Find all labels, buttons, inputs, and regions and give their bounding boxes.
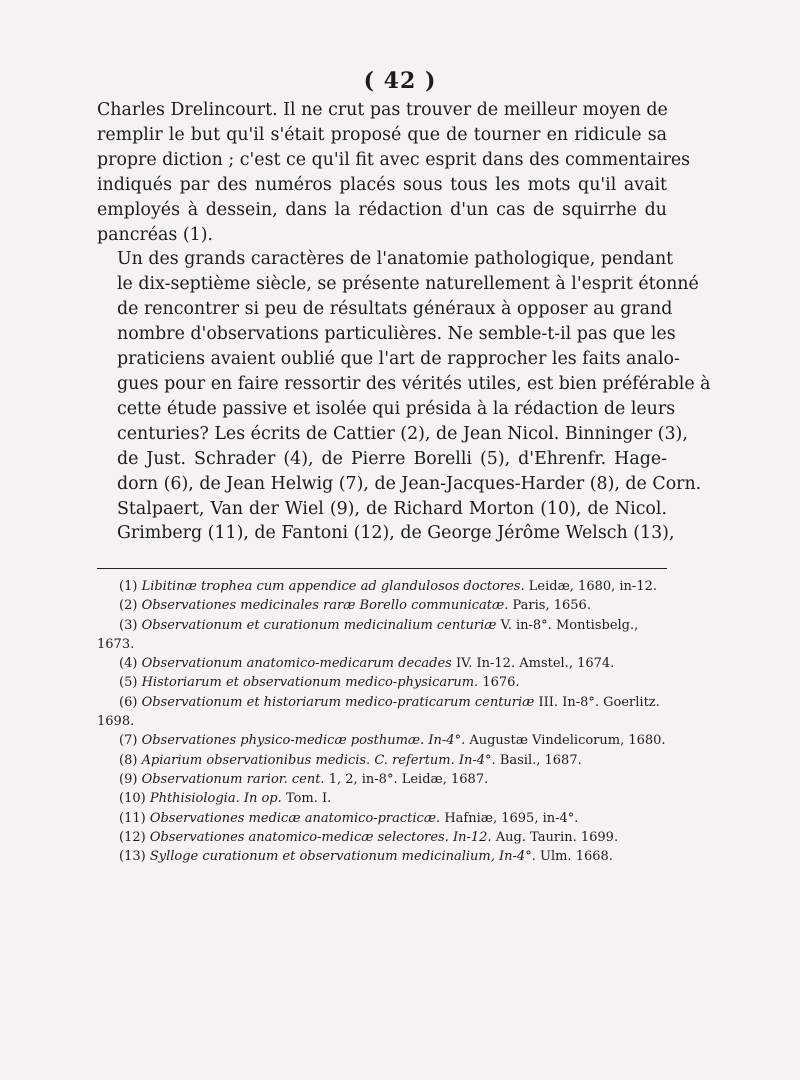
text-line: le dix-septième siècle, se présente naturellement à l'esprit étonné (117, 274, 699, 295)
footnote-mark: (1) (119, 579, 138, 594)
footnote-rest: Leidæ, 1680, in-12. (528, 579, 658, 594)
footnote-title: Historiarum et observationum medico-physicarum. (141, 675, 479, 691)
footnote-rest: Augustæ Vindelicorum, 1680. (469, 733, 666, 749)
text-line: gues pour en faire ressortir des vérités utiles, est bien préférable à (117, 373, 711, 394)
footnote-title: Observationum rarior. cent. (141, 771, 325, 787)
text-line: indiqués par des numéros placés sous tous les mots qu'il avait (97, 174, 667, 195)
text-line: Grimberg (11), de Fantoni (12), de George Jérôme Welsch (13), (117, 523, 675, 544)
footnote (97, 693, 667, 732)
text-line: de Just. Schrader (4), de Pierre Borelli (5), d'Ehrenfr. Hage- (117, 448, 667, 469)
footnote (97, 751, 667, 770)
page-number: ( 42 ) (363, 68, 437, 94)
text-line: cette étude passive et isolée qui présida à la rédaction de leurs (117, 398, 676, 419)
text-line: Un des grands caractères de l'anatomie pathologique, pendant (117, 249, 674, 270)
footnote-rest: V. in-8°. Montisbelg., 1673. (97, 617, 639, 652)
paragraph-2 (97, 247, 711, 546)
footnote-mark: (4) (119, 656, 138, 672)
footnote (97, 847, 667, 866)
text-line: praticiens avaient oublié que l'art de rapprocher les faits analo- (117, 349, 680, 370)
text-line: remplir le but qu'il s'était proposé que de tourner en ridicule sa (97, 124, 667, 145)
footnote-title: Observationum et curationum medicinalium centuriæ (141, 617, 497, 633)
footnote-rest: Aug. Taurin. 1699. (495, 829, 619, 845)
text-line: Stalpaert, Van der Wiel (9), de Richard Morton (10), de Nicol. (117, 498, 667, 519)
footnote-mark: (3) (119, 617, 138, 633)
footnote-mark: (13) (119, 849, 146, 865)
footnote (97, 828, 667, 847)
text-line: centuries? Les écrits de Cattier (2), de Jean Nicol. Binninger (3), (117, 423, 688, 444)
footnote-rest: Paris, 1656. (512, 598, 591, 614)
footnote-title: Observationes physico-medicæ posthumæ. In-4°. (141, 733, 466, 749)
text-line: pancréas (1). (97, 224, 214, 245)
footnote-mark: (6) (119, 694, 138, 710)
footnote-rest: 1, 2, in-8°. Leidæ, 1687. (328, 771, 489, 787)
footnote (97, 731, 667, 750)
footnote-title: Observationes medicinales raræ Borello communicatæ. (141, 598, 509, 614)
footnote-title: Apiarium observationibus medicis. C. refertum. In-4°. (141, 752, 496, 768)
footnote-mark: (12) (119, 829, 146, 845)
footnote-title: Observationes anatomico-medicæ selectores. In-12. (149, 829, 492, 845)
text-line: Charles Drelincourt. Il ne crut pas trouver de meilleur moyen de (97, 100, 668, 120)
footnote-rest: Ulm. 1668. (539, 849, 613, 865)
footnote-rest: III. In-8°. Goerlitz. 1698. (97, 694, 660, 730)
footnote (97, 577, 667, 596)
main-text (97, 98, 711, 546)
footnote-title: Sylloge curationum et observationum medicinalium, In-4°. (149, 849, 536, 865)
footnote-title: Observationum anatomico-medicarum decades (141, 656, 452, 672)
footnote (97, 673, 667, 692)
footnote-mark: (7) (119, 733, 138, 749)
footnote-mark: (11) (119, 810, 146, 826)
footnote (97, 596, 667, 615)
footnote-mark: (10) (119, 791, 146, 807)
text-line: dorn (6), de Jean Helwig (7), de Jean-Jacques-Harder (8), de Corn. (117, 473, 702, 494)
footnote-rest: 1676. (482, 675, 520, 691)
footnote (97, 654, 667, 673)
footnote-title: Phthisiologia. In op. (149, 791, 282, 807)
footnote-divider (97, 568, 667, 569)
footnote-rest: Hafniæ, 1695, in-4°. (444, 810, 579, 826)
text-line: de rencontrer si peu de résultats généraux à opposer au grand (117, 299, 673, 320)
footnote (97, 616, 667, 655)
footnote (97, 809, 667, 828)
footnote-mark: (2) (119, 598, 138, 614)
footnote-rest: Tom. I. (285, 791, 332, 807)
text-line: employés à dessein, dans la rédaction d'un cas de squirrhe du (97, 199, 667, 220)
footnotes (97, 577, 667, 866)
text-line: propre diction ; c'est ce qu'il fit avec esprit dans des commentaires (97, 149, 691, 170)
footnote (97, 770, 667, 789)
footnote-title: Libitinæ trophea cum appendice ad glandulosos doctores. (141, 579, 525, 594)
text-line: nombre d'observations particulières. Ne semble-t-il pas que les (117, 324, 676, 345)
footnote-title: Observationes medicæ anatomico-practicæ. (149, 810, 441, 826)
paragraph-1 (97, 98, 691, 247)
footnote-rest: IV. In-12. Amstel., 1674. (456, 656, 615, 672)
footnote (97, 789, 667, 808)
footnote-mark: (5) (119, 675, 138, 691)
footnote-title: Observationum et historiarum medico-praticarum centuriæ (141, 694, 535, 710)
footnote-rest: Basil., 1687. (499, 752, 582, 768)
footnote-mark: (8) (119, 752, 138, 768)
footnote-mark: (9) (119, 771, 138, 787)
